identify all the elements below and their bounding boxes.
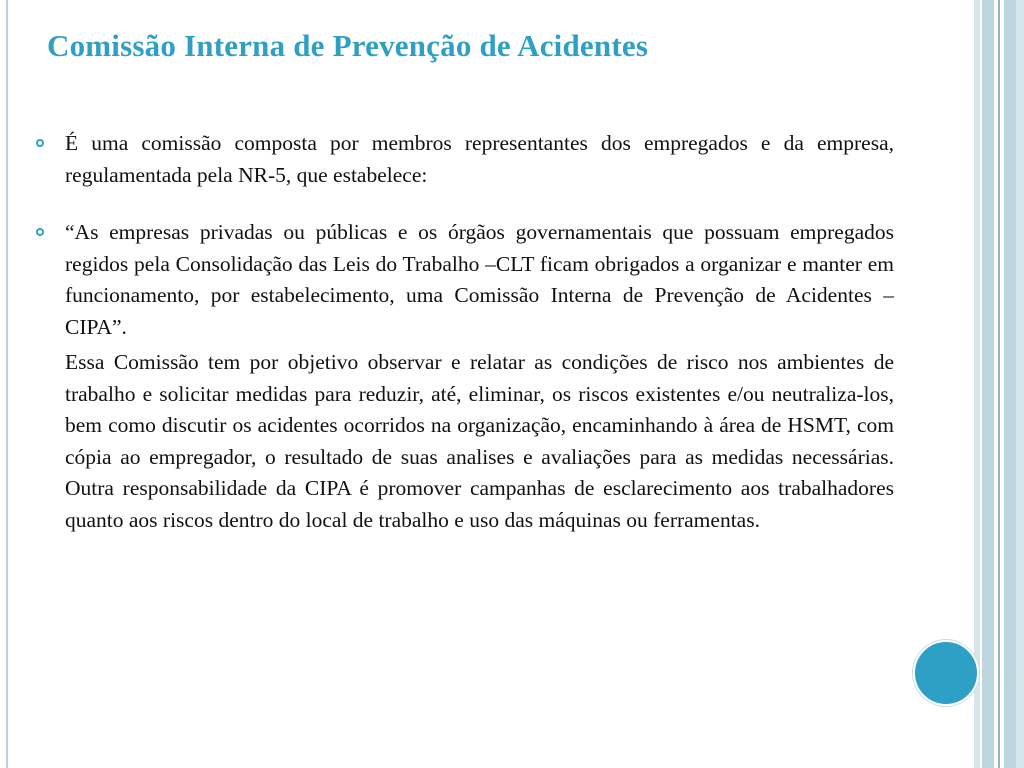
bullet-item bbox=[34, 217, 894, 343]
stripe bbox=[982, 0, 994, 768]
stripe bbox=[1004, 0, 1016, 768]
hollow-circle-bullet-icon bbox=[36, 228, 44, 236]
bullet-item bbox=[34, 128, 894, 191]
bullet-text: “As empresas privadas ou públicas e os órgãos governamentais que possuam empregados regidos pela Consolidação das Leis do Trabalho –CLT ficam obrigados a organizar e manter em funcionamento, por estabelecimento, uma Comissão Interna de Prevenção de Acidentes – CIPA”. bbox=[65, 220, 894, 339]
bullet-text: É uma comissão composta por membros representantes dos empregados e da empresa, regulamentada pela NR-5, que estabelece: bbox=[65, 131, 894, 187]
hollow-circle-bullet-icon bbox=[36, 139, 44, 147]
body-paragraph: Essa Comissão tem por objetivo observar e relatar as condições de risco nos ambientes de trabalho e solicitar medidas para reduzir, até, eliminar, os riscos existentes e/ou neutraliza-los, bem como discutir os acidentes ocorridos na organização, encaminhando à área de HSMT, com cópia ao empregador, o resultado de suas analises e avaliações para as medidas necessárias. Outra responsabilidade da CIPA é promover campanhas de esclarecimento aos trabalhadores quanto aos riscos dentro do local de trabalho e uso das máquinas ou ferramentas. bbox=[65, 350, 894, 532]
left-border-line bbox=[6, 0, 8, 768]
right-decorative-stripes bbox=[974, 0, 1024, 768]
slide-body bbox=[34, 128, 894, 536]
slide-title: Comissão Interna de Prevenção de Acidentes bbox=[47, 28, 649, 63]
decorative-circle-icon bbox=[913, 640, 979, 706]
stripe bbox=[1016, 0, 1024, 768]
